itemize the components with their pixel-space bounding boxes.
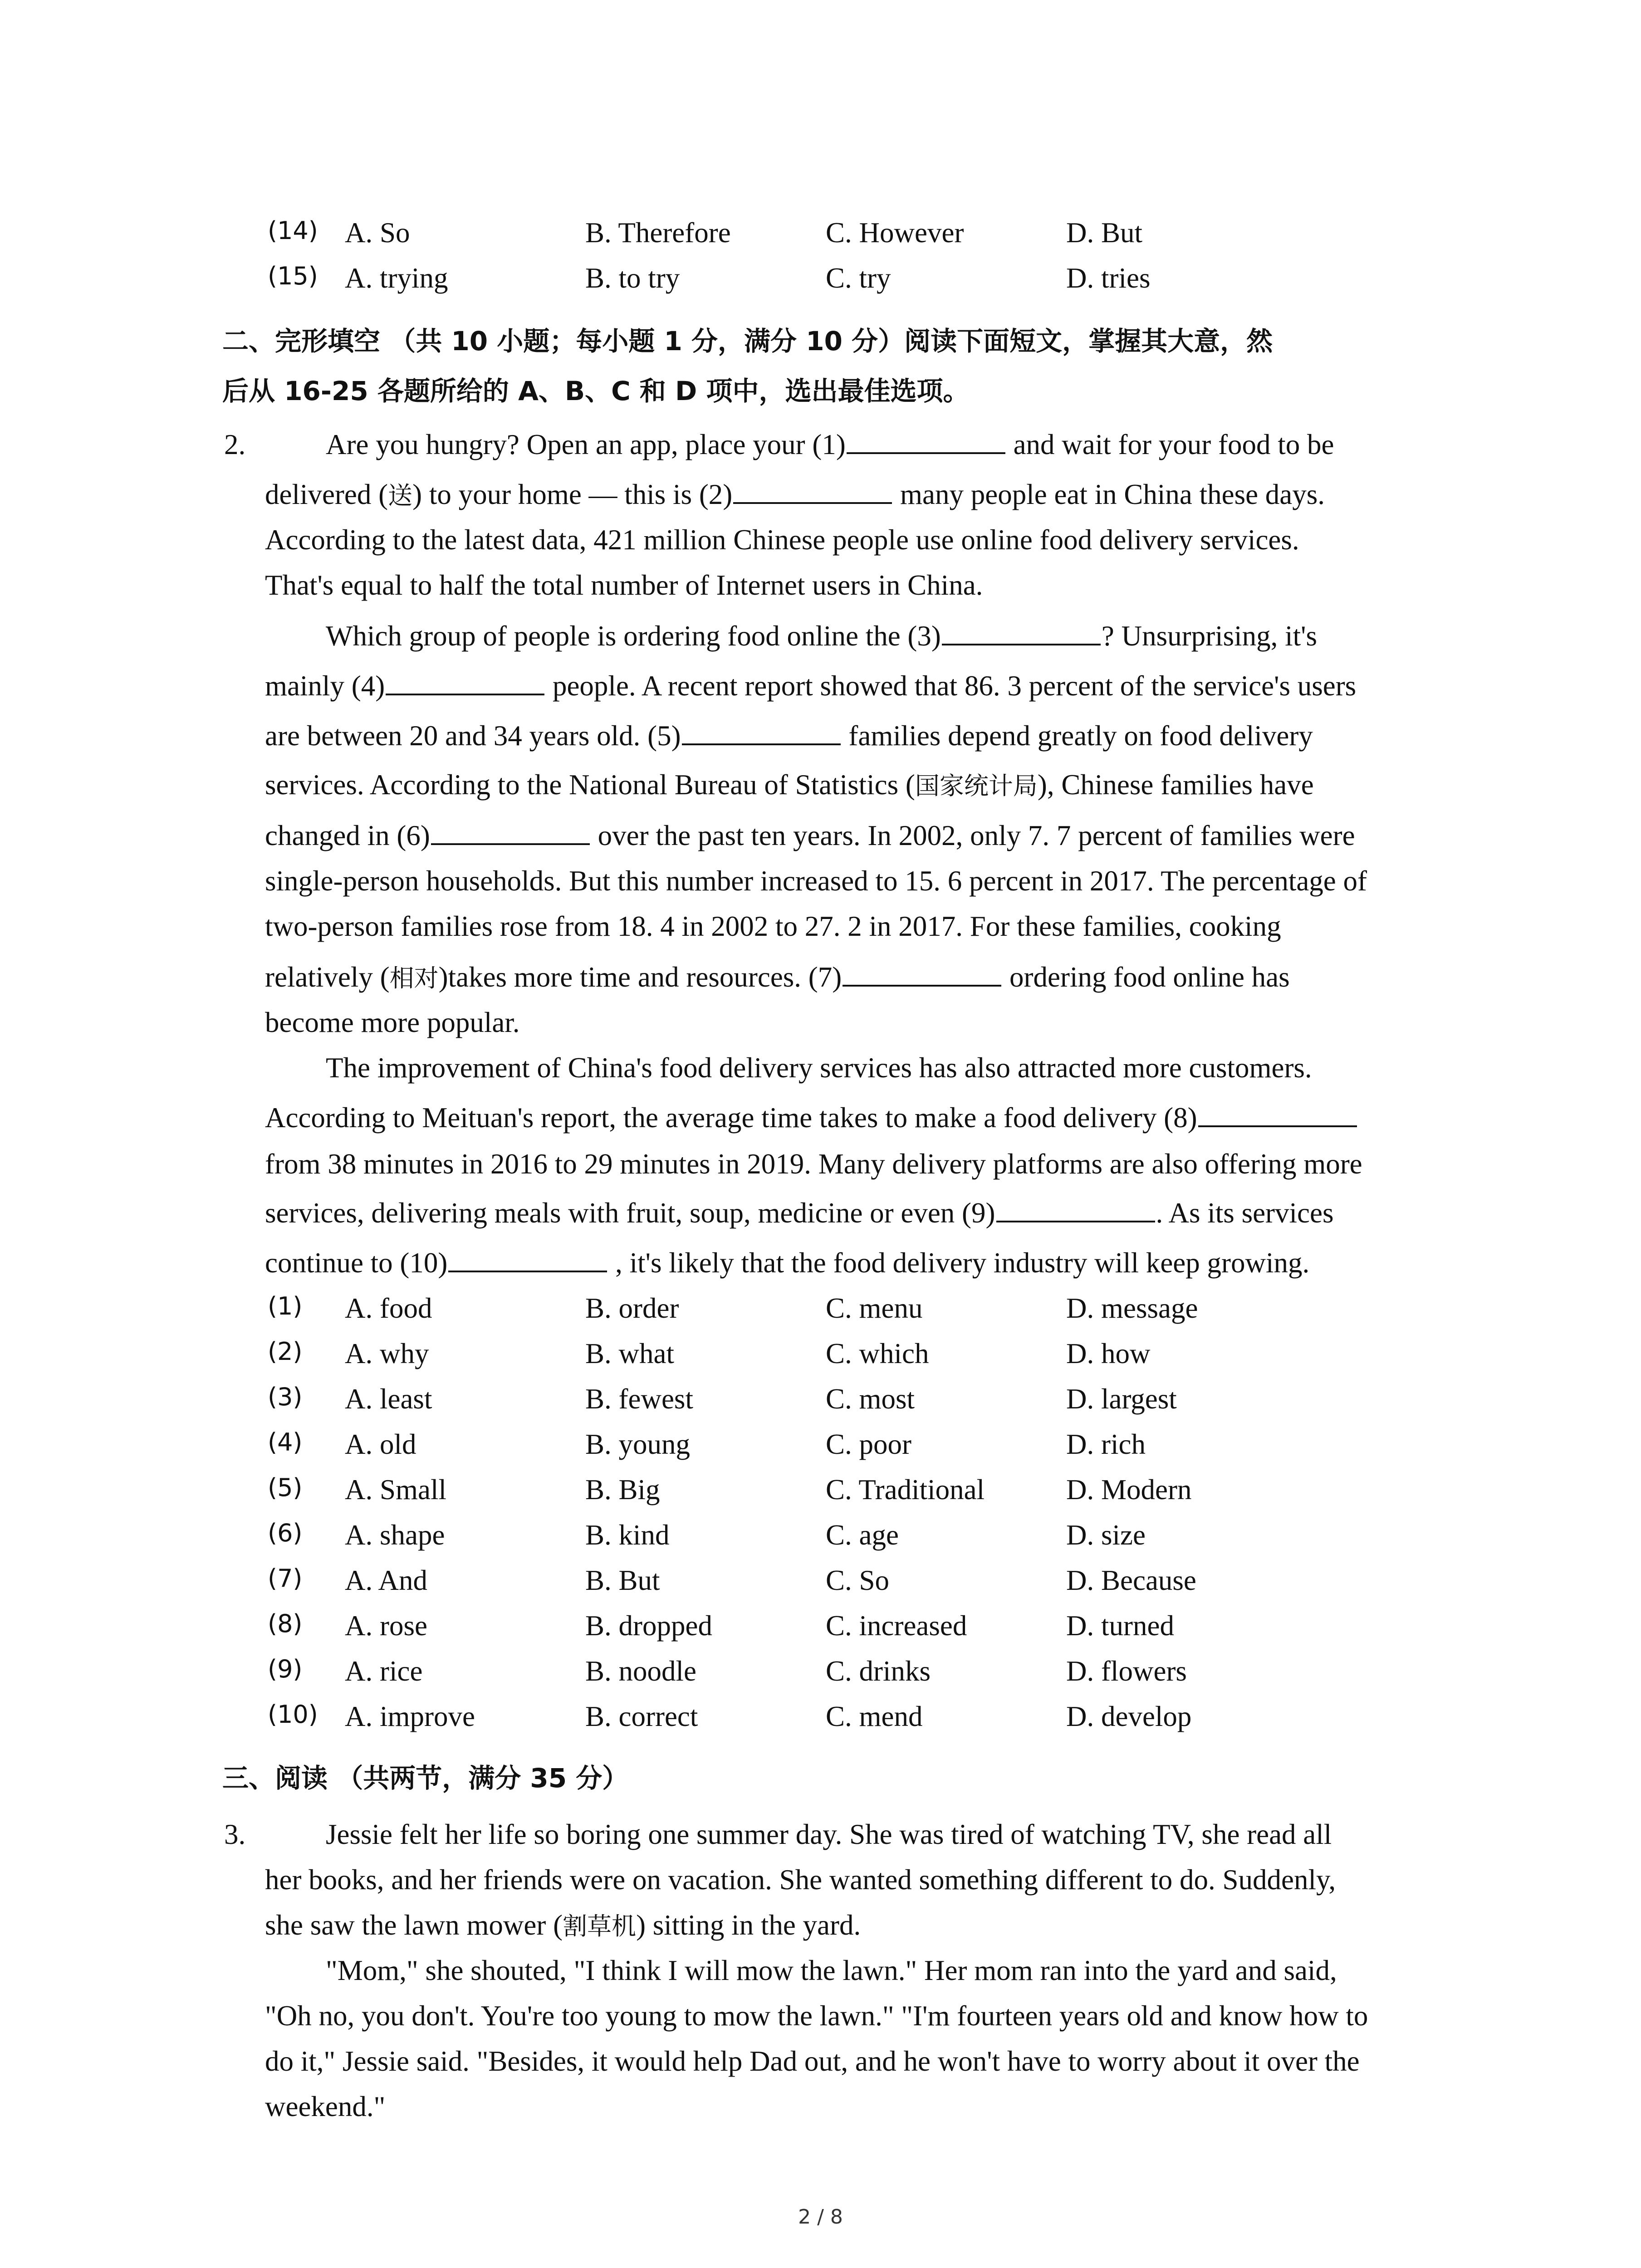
- passage-line: Are you hungry? Open an app, place your (1) and wait for your food to be: [326, 422, 1334, 467]
- option-d: D. tries: [1066, 262, 1151, 294]
- option-b: B. fewest: [585, 1383, 693, 1415]
- passage-line: services, delivering meals with fruit, soup, medicine or even (9) . As its services: [265, 1190, 1333, 1236]
- option-d: D. size: [1066, 1519, 1146, 1551]
- option-d: D. Modern: [1066, 1474, 1192, 1505]
- option-c: C. increased: [826, 1610, 967, 1642]
- passage-line: are between 20 and 34 years old. (5) families depend greatly on food delivery: [265, 713, 1313, 758]
- passage-line: become more popular.: [265, 1007, 520, 1038]
- blank-10: [448, 1242, 607, 1272]
- section-heading-reading: 三、阅读 （共两节，满分 35 分）: [222, 1763, 629, 1794]
- option-row-3: [268, 1376, 1493, 1422]
- option-a: A. least: [345, 1383, 432, 1415]
- section-heading-cloze-line1: 二、完形填空 （共 10 小题；每小题 1 分，满分 10 分）阅读下面短文，掌握其大意，然: [222, 326, 1273, 357]
- option-a: A. rice: [345, 1655, 423, 1687]
- question-number: (10): [268, 1700, 318, 1729]
- passage-line: mainly (4) people. A recent report showed that 86. 3 percent of the service's users: [265, 663, 1356, 709]
- option-a: A. trying: [345, 262, 448, 294]
- option-row-1: [268, 1286, 1493, 1331]
- option-b: B. order: [585, 1292, 679, 1324]
- passage-line: "Oh no, you don't. You're too young to mow the lawn." "I'm fourteen years old and know how to: [265, 2000, 1368, 2032]
- question-number: (7): [268, 1564, 303, 1593]
- option-c: C. drinks: [826, 1655, 931, 1687]
- question-number: (6): [268, 1519, 303, 1547]
- passage-line: two-person families rose from 18. 4 in 2002 to 27. 2 in 2017. For these families, cooking: [265, 910, 1281, 942]
- question-number: (2): [268, 1337, 303, 1366]
- option-d: D. largest: [1066, 1383, 1177, 1415]
- option-b: B. what: [585, 1338, 674, 1369]
- blank-2: [733, 473, 892, 504]
- option-c: C. which: [826, 1338, 929, 1369]
- option-row-5: [268, 1467, 1493, 1512]
- option-row-10: [268, 1694, 1493, 1739]
- option-c: C. However: [826, 217, 964, 249]
- passage-line: changed in (6) over the past ten years. In 2002, only 7. 7 percent of families were: [265, 813, 1355, 858]
- option-b: B. correct: [585, 1701, 698, 1732]
- option-row-14: [268, 210, 1493, 255]
- question-number: (4): [268, 1428, 303, 1457]
- option-c: C. menu: [826, 1292, 923, 1324]
- option-d: D. flowers: [1066, 1655, 1187, 1687]
- passage-line: According to the latest data, 421 million Chinese people use online food delivery services.: [265, 524, 1299, 556]
- question-number: (8): [268, 1609, 303, 1638]
- blank-3: [942, 615, 1101, 645]
- blank-7: [843, 956, 1001, 987]
- passage-line: delivered (送) to your home — this is (2) many people eat in China these days.: [265, 472, 1325, 517]
- option-c: C. age: [826, 1519, 899, 1551]
- option-a: A. why: [345, 1338, 429, 1369]
- option-b: B. kind: [585, 1519, 670, 1551]
- option-a: A. So: [345, 217, 410, 249]
- blank-4: [386, 665, 544, 695]
- passage-line: weekend.": [265, 2091, 386, 2122]
- question-number-2: 2.: [224, 429, 246, 460]
- option-row-9: [268, 1648, 1493, 1694]
- question-number: (3): [268, 1383, 303, 1411]
- option-d: D. But: [1066, 217, 1143, 249]
- passage-line: from 38 minutes in 2016 to 29 minutes in 2019. Many delivery platforms are also offering more: [265, 1148, 1362, 1180]
- question-number-3: 3.: [224, 1818, 246, 1850]
- question-number: (15): [268, 262, 318, 290]
- option-row-6: [268, 1512, 1493, 1558]
- option-b: B. noodle: [585, 1655, 696, 1687]
- option-a: A. And: [345, 1564, 428, 1596]
- option-d: D. message: [1066, 1292, 1198, 1324]
- option-b: B. to try: [585, 262, 680, 294]
- passage-line: relatively (相对)takes more time and resources. (7) ordering food online has: [265, 954, 1290, 1000]
- passage-line: services. According to the National Bureau of Statistics (国家统计局), Chinese families have: [265, 769, 1314, 801]
- option-b: B. young: [585, 1428, 691, 1460]
- option-row-8: [268, 1603, 1493, 1648]
- option-a: A. shape: [345, 1519, 445, 1551]
- passage-line: The improvement of China's food delivery services has also attracted more customers.: [326, 1052, 1312, 1084]
- question-number: (5): [268, 1473, 303, 1502]
- option-row-2: [268, 1331, 1493, 1376]
- option-row-4: [268, 1422, 1493, 1467]
- option-b: B. Therefore: [585, 217, 731, 249]
- passage-line: According to Meituan's report, the average time takes to make a food delivery (8): [265, 1095, 1358, 1140]
- passage-line: she saw the lawn mower (割草机) sitting in the yard.: [265, 1909, 861, 1941]
- passage-line: single-person households. But this number increased to 15. 6 percent in 2017. The percentage of: [265, 865, 1367, 897]
- section-heading-cloze-line2: 后从 16-25 各题所给的 A、B、C 和 D 项中，选出最佳选项。: [222, 376, 970, 406]
- passage-line: Jessie felt her life so boring one summer day. She was tired of watching TV, she read all: [326, 1818, 1332, 1850]
- passage-line: continue to (10) , it's likely that the food delivery industry will keep growing.: [265, 1240, 1309, 1286]
- option-a: A. rose: [345, 1610, 427, 1642]
- option-d: D. how: [1066, 1338, 1151, 1369]
- question-number: (9): [268, 1655, 303, 1683]
- option-b: B. But: [585, 1564, 660, 1596]
- option-c: C. try: [826, 262, 891, 294]
- question-number: (1): [268, 1292, 303, 1320]
- blank-8: [1198, 1096, 1357, 1127]
- option-d: D. turned: [1066, 1610, 1174, 1642]
- option-b: B. dropped: [585, 1610, 712, 1642]
- blank-9: [996, 1192, 1155, 1222]
- option-d: D. rich: [1066, 1428, 1146, 1460]
- blank-5: [682, 714, 841, 745]
- option-d: D. develop: [1066, 1701, 1192, 1732]
- option-c: C. So: [826, 1564, 890, 1596]
- question-number: (14): [268, 216, 318, 245]
- passage-line: That's equal to half the total number of Internet users in China.: [265, 569, 983, 601]
- option-c: C. most: [826, 1383, 915, 1415]
- option-c: C. Traditional: [826, 1474, 985, 1505]
- option-d: D. Because: [1066, 1564, 1196, 1596]
- passage-line: "Mom," she shouted, "I think I will mow the lawn." Her mom ran into the yard and said,: [326, 1955, 1337, 1986]
- passage-line: Which group of people is ordering food online the (3) ? Unsurprising, it's: [326, 613, 1317, 659]
- option-a: A. food: [345, 1292, 432, 1324]
- blank-1: [847, 423, 1005, 454]
- option-row-7: [268, 1558, 1493, 1603]
- passage-line: do it," Jessie said. "Besides, it would help Dad out, and he won't have to worry about it over the: [265, 2045, 1360, 2077]
- option-row-15: [268, 255, 1493, 301]
- page-number: 2 / 8: [798, 2205, 843, 2229]
- blank-6: [431, 814, 590, 845]
- option-a: A. old: [345, 1428, 416, 1460]
- passage-line: her books, and her friends were on vacation. She wanted something different to do. Suddenly,: [265, 1864, 1336, 1896]
- option-a: A. improve: [345, 1701, 475, 1732]
- option-c: C. mend: [826, 1701, 923, 1732]
- option-c: C. poor: [826, 1428, 911, 1460]
- option-b: B. Big: [585, 1474, 660, 1505]
- option-a: A. Small: [345, 1474, 447, 1505]
